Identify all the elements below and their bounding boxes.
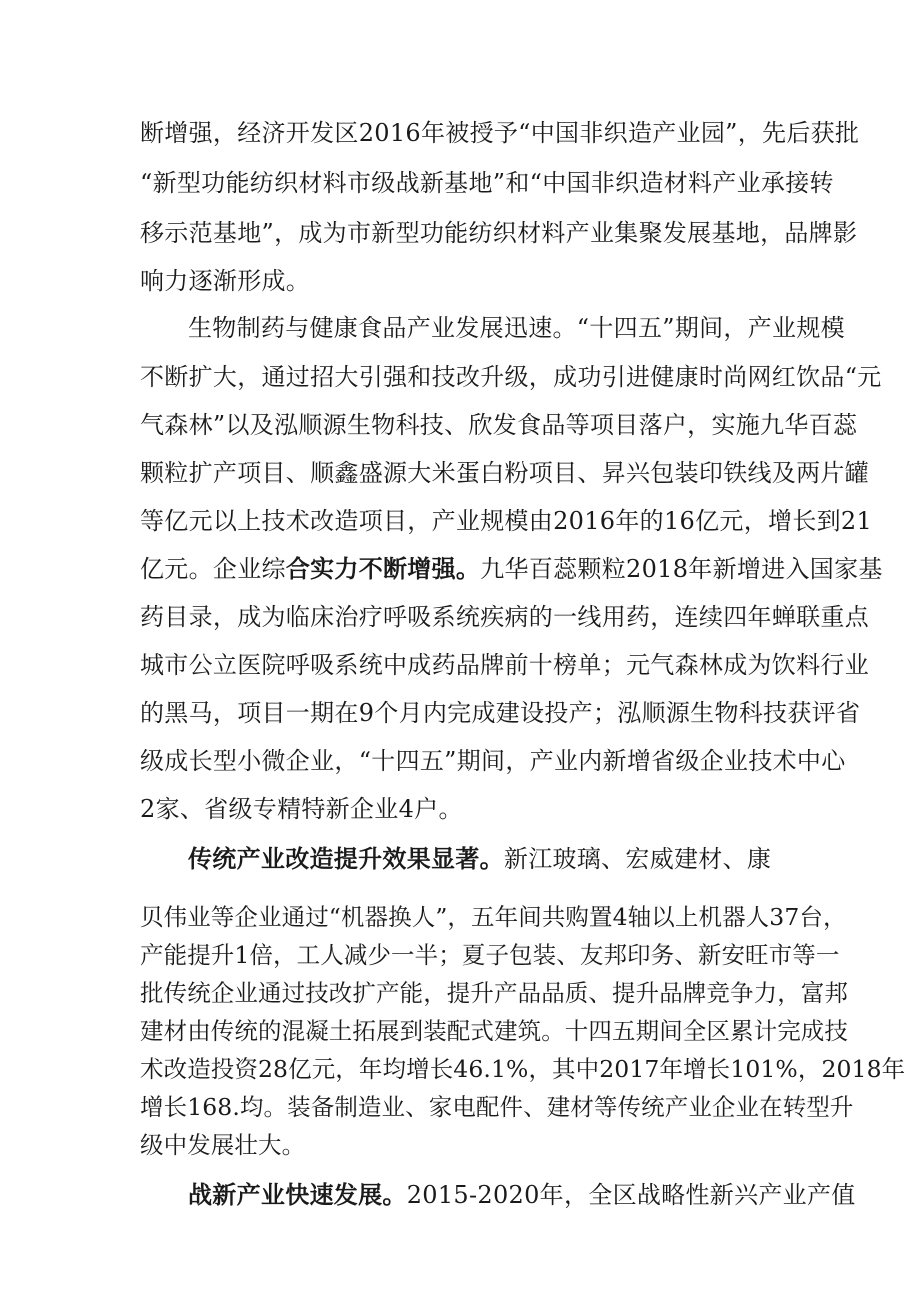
paragraph-2-line-3: 气森林”以及泓顺源生物科技、欣发食品等项目落户，实施九华百蕊: [140, 411, 858, 439]
paragraph-2-line-9: 的黑马，项目一期在9个月内完成建设投产；泓顺源生物科技获评省: [140, 699, 861, 727]
paragraph-3-line-6: 术改造投资28亿元，年均增长46.1%，其中2017年增长101%，2018年: [140, 1055, 906, 1083]
paragraph-1-line-3: 移示范基地”，成为市新型功能纺织材料产业集聚发展基地，品牌影: [140, 219, 858, 247]
paragraph-3-line-5: 建材由传统的混凝土拓展到装配式建筑。十四五期间全区累计完成技: [140, 1017, 848, 1045]
paragraph-3-bold-heading: 传统产业改造提升效果显著。: [188, 844, 504, 873]
paragraph-3-line-1: [188, 844, 838, 874]
paragraph-2-line-6: [140, 554, 883, 584]
paragraph-3-line-8: 级中发展壮大。: [140, 1131, 306, 1159]
paragraph-2-line-1: 生物制药与健康食品产业发展迅速。“十四五”期间，产业规模: [188, 314, 845, 342]
paragraph-2-line-8: 城市公立医院呼吸系统中成药品牌前十榜单；元气森林成为饮料行业: [140, 651, 869, 679]
paragraph-4-bold-heading: 战新产业快速发展。: [188, 1180, 407, 1209]
paragraph-2-line-7: 药目录，成为临床治疗呼吸系统疾病的一线用药，连续四年蝉联重点: [140, 603, 869, 631]
paragraph-2-line-6-start: 亿元。企业综: [140, 555, 286, 583]
paragraph-3-line-4: 批传统企业通过技改扩产能，提升产品品质、提升品牌竞争力，富邦: [140, 979, 848, 1007]
paragraph-2-line-2: 不断扩大，通过招大引强和技改升级，成功引进健康时尚网红饮品“元: [140, 363, 882, 391]
paragraph-3-line-7: 增长168.均。装备制造业、家电配件、建材等传统产业企业在转型升: [140, 1093, 854, 1121]
paragraph-2-line-11: 2家、省级专精特新企业4户。: [140, 795, 463, 823]
paragraph-2-line-10: 级成长型小微企业，“十四五”期间，产业内新增省级企业技术中心: [140, 747, 846, 775]
paragraph-1-line-1: 断增强，经济开发区2016年被授予“中国非织造产业园”，先后获批: [140, 119, 860, 147]
paragraph-4-line-1-end: 2015-2020年，全区战略性新兴产业产值: [406, 1181, 856, 1209]
paragraph-1-line-4: 响力逐渐形成。: [140, 267, 311, 295]
paragraph-2-bold-heading: 合实力不断增强。: [285, 554, 481, 583]
paragraph-3-line-3: 产能提升1倍，工人减少一半；夏子包装、友邦印务、新安旺市等一: [140, 941, 840, 969]
paragraph-4-line-1: [188, 1180, 856, 1210]
paragraph-2-line-5: 等亿元以上技术改造项目，产业规模由2016年的16亿元，增长到21: [140, 507, 873, 535]
paragraph-2-line-6-end: 九华百蕊颗粒2018年新增进入国家基: [480, 555, 883, 583]
paragraph-2-line-4: 颗粒扩产项目、顺鑫盛源大米蛋白粉项目、昇兴包装印铁线及两片罐: [140, 459, 869, 487]
paragraph-3-line-1-end: 新江玻璃、宏威建材、康: [503, 845, 772, 873]
paragraph-1-line-2: “新型功能纺织材料市级战新基地”和“中国非织造材料产业承接转: [140, 169, 834, 197]
paragraph-3-line-2: 贝伟业等企业通过“机器换人”，五年间共购置4轴以上机器人37台，: [140, 903, 847, 931]
